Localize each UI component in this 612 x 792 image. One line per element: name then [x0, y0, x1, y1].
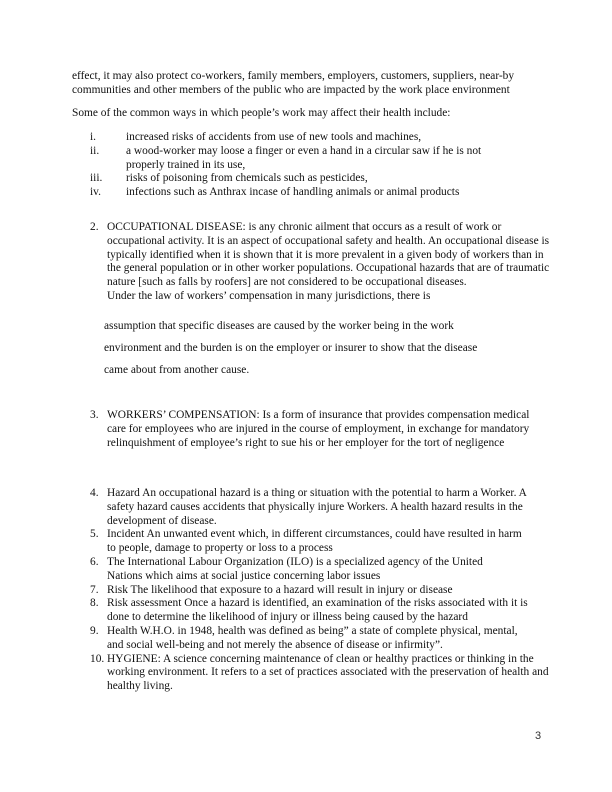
- intro-lead: Some of the common ways in which people’s work may affect their health include:: [72, 107, 451, 119]
- definitions-list: [90, 487, 550, 694]
- list-text: Risk The likelihood that exposure to a hazard will result in injury or disease: [107, 583, 453, 596]
- list-text: The International Labour Organization (ILO) is a specialized agency of the United Nations which aims at social justice concerning labor issues: [107, 555, 483, 582]
- list-number: 8.: [90, 597, 99, 610]
- list-number: 4.: [90, 487, 99, 499]
- law-line-text: Under the law of workers’ compensation in many jurisdictions, there is: [107, 289, 431, 302]
- list-item: [90, 487, 532, 528]
- list-text: risks of poisoning from chemicals such as pesticides,: [126, 172, 368, 185]
- list-item: [90, 625, 527, 653]
- continuation-line-3: came about from another cause.: [104, 364, 250, 376]
- list-number: 7.: [90, 583, 99, 596]
- list-item: [90, 172, 550, 186]
- intro-line-2: communities and other members of the public who are impacted by the work place environment: [72, 84, 510, 96]
- roman-list: [90, 131, 550, 200]
- list-number: ii.: [90, 144, 100, 157]
- list-number: iii.: [90, 172, 103, 185]
- list-text: increased risks of accidents from use of new tools and machines,: [126, 131, 422, 143]
- list-number: 10.: [90, 652, 105, 665]
- list-item: [90, 145, 511, 173]
- list-item: [90, 556, 517, 584]
- list-number: 6.: [90, 555, 99, 568]
- continuation-line-1: assumption that specific diseases are caused by the worker being in the work: [104, 320, 454, 332]
- list-text: OCCUPATIONAL DISEASE: is any chronic ailment that occurs as a result of work or occupational activity. It is an aspect of occupational safety and health. An occupational disease is typically identified when it is shown that it is more prevalent in a given body of workers than in the general population or in other worker populations. Occupational hazards that are of traumatic nature [such as falls by roofers] are not considered to be occupational diseases.: [107, 221, 550, 289]
- page-number: 3: [535, 730, 542, 742]
- list-number: 5.: [90, 528, 99, 541]
- law-line: [90, 290, 550, 304]
- list-number: i.: [90, 131, 97, 143]
- list-number: iv.: [90, 186, 101, 199]
- list-item: [90, 409, 550, 450]
- list-item: [90, 131, 550, 145]
- list-text: HYGIENE: A science concerning maintenance of clean or healthy practices or thinking in the working environment. It refers to a set of practices associated with the preservation of health and healthy living.: [107, 652, 549, 693]
- item-occupational-disease: [90, 221, 550, 304]
- list-text: Hazard An occupational hazard is a thing or situation with the potential to harm a Worker. A safety hazard causes accidents that physically injure Workers. A health hazard results in the development of disease.: [107, 487, 527, 527]
- list-item: [90, 584, 550, 598]
- intro-line-1: effect, it may also protect co-workers, family members, employers, customers, suppliers, near-by: [72, 70, 515, 82]
- list-item: [90, 653, 550, 694]
- list-item: [90, 597, 550, 625]
- list-item: [90, 221, 550, 290]
- list-number: 2.: [90, 221, 99, 233]
- list-text: infections such as Anthrax incase of handling animals or animal products: [126, 186, 460, 199]
- item-workers-compensation: [90, 409, 550, 450]
- list-text: a wood-worker may loose a finger or even a hand in a circular saw if he is not properly trained in its use,: [126, 144, 482, 171]
- continuation-line-2: environment and the burden is on the employer or insurer to show that the disease: [104, 342, 478, 354]
- list-text: Incident An unwanted event which, in different circumstances, could have resulted in harm to people, damage to property or loss to a process: [107, 528, 522, 555]
- list-item: [90, 186, 550, 200]
- list-number: 9.: [90, 624, 99, 637]
- list-text: Risk assessment Once a hazard is identified, an examination of the risks associated with it is done to determine the likelihood of injury or illness being caused by the hazard: [107, 597, 528, 624]
- list-item: [90, 528, 532, 556]
- list-number: 3.: [90, 409, 99, 421]
- list-text: Health W.H.O. in 1948, health was defined as being” a state of complete physical, mental, and social well-being and not merely the absence of disease or infirmity”.: [107, 624, 518, 651]
- list-text: WORKERS’ COMPENSATION: Is a form of insurance that provides compensation medical care for employees who are injured in the course of employment, in exchange for mandatory relinquishment of employee’s right to sue his or her employer for the tort of negligence: [107, 409, 530, 449]
